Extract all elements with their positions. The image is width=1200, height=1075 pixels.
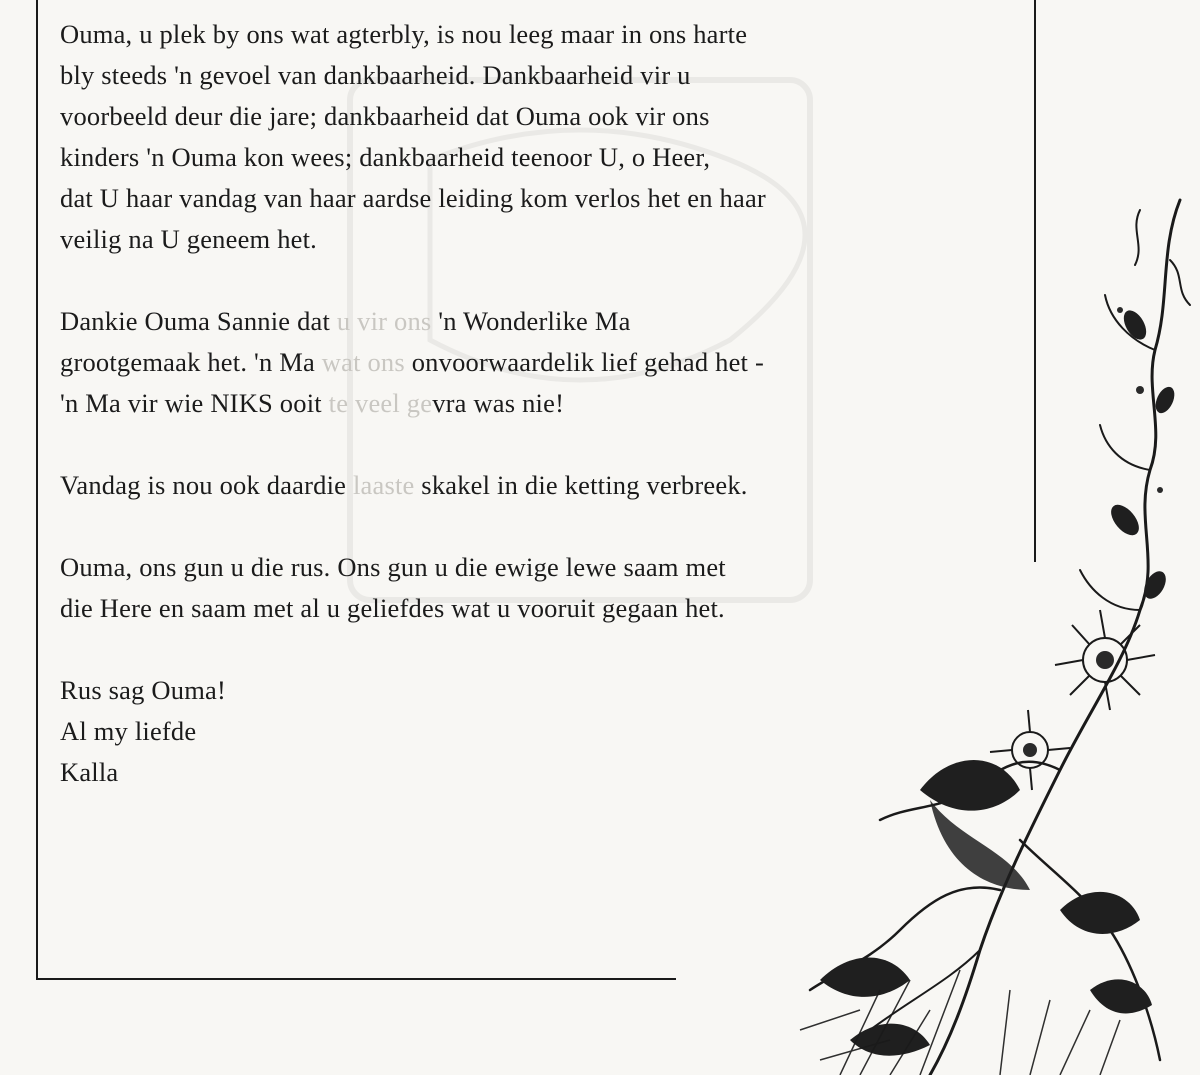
signoff-line: Rus sag Ouma! [60,675,226,705]
text-segment: Dankie Ouma Sannie dat [60,306,337,336]
text-line: voorbeeld deur die jare; dankbaarheid dat Ouma ook vir ons [60,101,710,131]
faded-text-segment: te veel ge [328,388,433,418]
text-line: Ouma, ons gun u die rus. Ons gun u die ewige lewe saam met [60,552,726,582]
text-segment: 'n Wonderlike Ma [431,306,631,336]
faded-text-segment: laaste [352,470,415,500]
text-segment: grootgemaak het. 'n Ma [60,347,322,377]
text-line: die Here en saam met al u geliefdes wat u vooruit gegaan het. [60,593,725,623]
text-segment: 'n Ma vir wie NIKS ooit [60,388,329,418]
faded-text-segment: wat ons [321,347,405,377]
signature-name: Kalla [60,757,119,787]
text-segment: vra was nie! [432,388,565,418]
text-line: bly steeds 'n gevoel van dankbaarheid. Dankbaarheid vir u [60,60,691,90]
text-line: dat U haar vandag van haar aardse leiding kom verlos het en haar [60,183,766,213]
text-segment: skakel in die ketting verbreek. [414,470,748,500]
text-line: veilig na U geneem het. [60,224,317,254]
frame-left-border [36,0,38,980]
text-line: kinders 'n Ouma kon wees; dankbaarheid teenoor U, o Heer, [60,142,711,172]
floral-vine-icon [760,190,1200,1075]
text-segment: onvoorwaardelik lief gehad het - [404,347,764,377]
signoff-line: Al my liefde [60,716,197,746]
text-segment: Vandag is nou ook daardie [60,470,353,500]
frame-bottom-border [36,978,676,980]
faded-text-segment: u vir ons [336,306,432,336]
text-line: Ouma, u plek by ons wat agterbly, is nou leeg maar in ons harte [60,19,748,49]
